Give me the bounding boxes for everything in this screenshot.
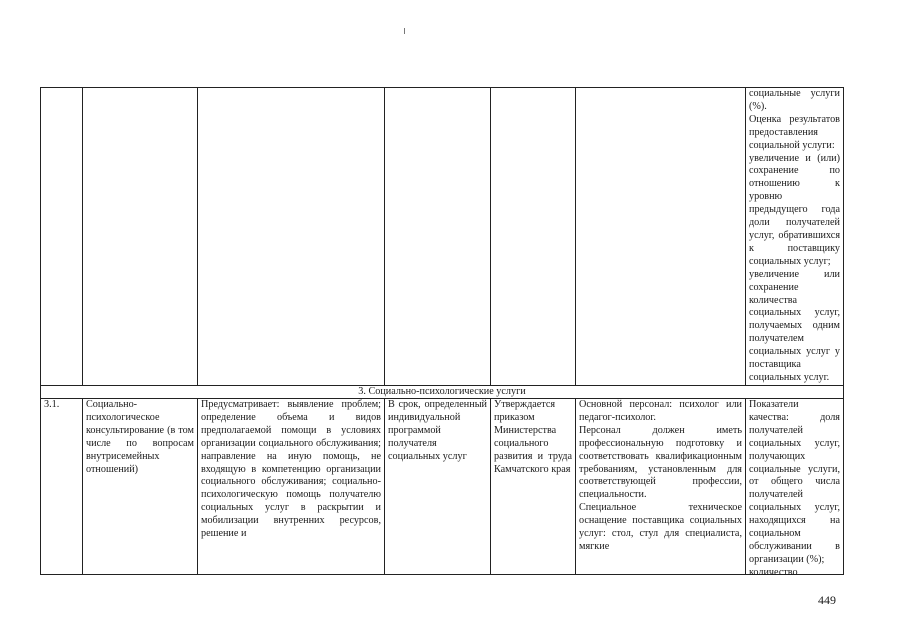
empty-cell [198,88,385,386]
service-description-cell [198,399,385,575]
empty-cell [385,88,491,386]
conditions-line: Специальное техническое оснащение поставщика социальных услуг: стол, стул для специалиста, мягкие [579,502,742,552]
service-indicators-cell [746,399,844,578]
indicators-line: социальные услуги (%). [749,88,840,112]
conditions-line: Персонал должен иметь профессиональную подготовку и соответствовать квалификационным требованиям, установленным для соответствующей профессии, специальности. [579,424,742,501]
service-number: 3.1. [44,399,60,410]
services-table [40,87,844,578]
continuation-indicators-cell [746,88,844,386]
service-number-cell [41,399,83,575]
indicators-line: увеличение и (или) сохранение по отношению к уровню предыдущего года доли получателей услуг, обратившихся к поставщику социальных услуг; [749,152,840,267]
indicators-line: увеличение или сохранение количества социальных услуг, получаемых одним получателем социальных услуг у поставщика социальных услуг. [749,268,840,383]
indicators-line: количество [749,566,798,578]
service-tariff: Утверждается приказом Министерства социального развития и труда Камчатского края [494,399,572,475]
indicators-line: Оценка результатов предоставления социальной услуги: [749,113,840,151]
service-row [41,399,844,575]
page-number: 449 [818,593,836,607]
section-title: 3. Социально-психологические услуги [41,386,844,399]
empty-cell [41,88,83,386]
empty-cell [83,88,198,386]
indicators-line: Показатели качества: доля получателей социальных услуг, получающих социальные услуги, от общего числа получателей социальных услуг, находящихся на социальном обслуживании в организации (%); [749,399,840,565]
section-header-row [41,386,844,399]
service-tariff-cell [491,399,576,575]
service-term-cell [385,399,491,575]
empty-cell [576,88,746,386]
conditions-line: Основной персонал: психолог или педагог-психолог. [579,399,742,423]
service-name: Социально-психологическое консультирование (в том числе по вопросам внутрисемейных отношений) [86,399,194,475]
service-conditions-cell [576,399,746,575]
service-term: В срок, определенный индивидуальной программой получателя социальных услуг [388,399,487,462]
continuation-row [41,88,844,386]
service-name-cell [83,399,198,575]
service-description: Предусматривает: выявление проблем; определение объема и видов предполагаемой помощи в условиях организации социального обслуживания; направление на иную помощь, не входящую в компетенцию организации социального обслуживания; социально-психологическую помощь получателю социальных услуг в раскрытии и мобилизации внутренних ресурсов, решение и [201,399,381,540]
scan-mark [404,28,405,34]
empty-cell [491,88,576,386]
